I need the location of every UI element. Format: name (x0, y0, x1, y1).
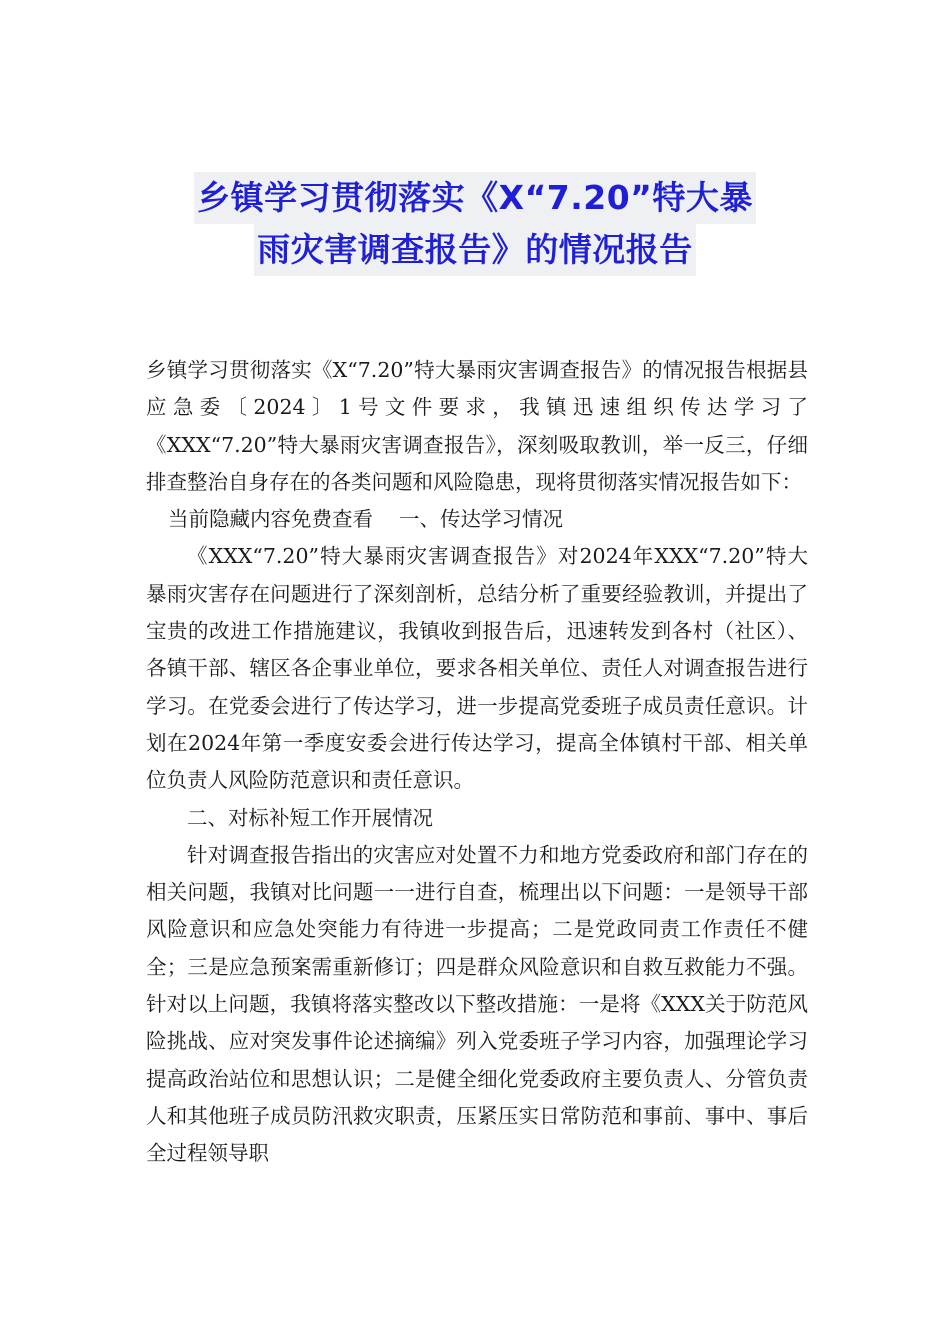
intro-paragraph: 乡镇学习贯彻落实《X“7.20”特大暴雨灾害调查报告》的情况报告根据县应急委〔2024〕1号文件要求，我镇迅速组织传达学习了《XXX“7.20”特大暴雨灾害调查报告》，深刻吸取教训，举一反三，仔细排查整治自身存在的各类问题和风险隐患，现将贯彻落实情况报告如下： (146, 358, 808, 494)
title-line-2: 雨灾害调查报告》的情况报告 (254, 224, 696, 276)
document-title (120, 172, 830, 276)
section2-heading: 二、对标补短工作开展情况 (187, 805, 433, 830)
section1-heading: 一、传达学习情况 (399, 507, 563, 532)
section1-heading-line (146, 501, 808, 538)
section2-paragraph: 针对调查报告指出的灾害应对处置不力和地方党委政府和部门存在的相关问题，我镇对比问题一一进行自查，梳理出以下问题：一是领导干部风险意识和应急处突能力有待进一步提高；二是党政同责工作责任不健全；三是应急预案需重新修订；四是群众风险意识和自救互救能力不强。针对以上问题，我镇将落实整改以下整改措施：一是将《XXX关于防范风险挑战、应对突发事件论述摘编》列入党委班子学习内容，加强理论学习提高政治站位和思想认识；二是健全细化党委政府主要负责人、分管负责人和其他班子成员防汛救灾职责，压紧压实日常防范和事前、事中、事后全过程领导职 (146, 842, 808, 1166)
title-line-1: 乡镇学习贯彻落实《X“7.20”特大暴 (194, 172, 756, 224)
document-body (146, 352, 808, 1173)
section1-paragraph: 《XXX“7.20”特大暴雨灾害调查报告》对2024年XXX“7.20”特大暴雨灾害存在问题进行了深刻剖析，总结分析了重要经验教训，并提出了宝贵的改进工作措施建议，我镇收到报告后，迅速转发到各村（社区）、各镇干部、辖区各企事业单位，要求各相关单位、责任人对调查报告进行学习。在党委会进行了传达学习，进一步提高党委班子成员责任意识。计划在2024年第一季度安委会进行传达学习，提高全体镇村干部、相关单位负责人风险防范意识和责任意识。 (146, 544, 808, 793)
hidden-content-notice[interactable]: 当前隐藏内容免费查看 (168, 507, 373, 532)
